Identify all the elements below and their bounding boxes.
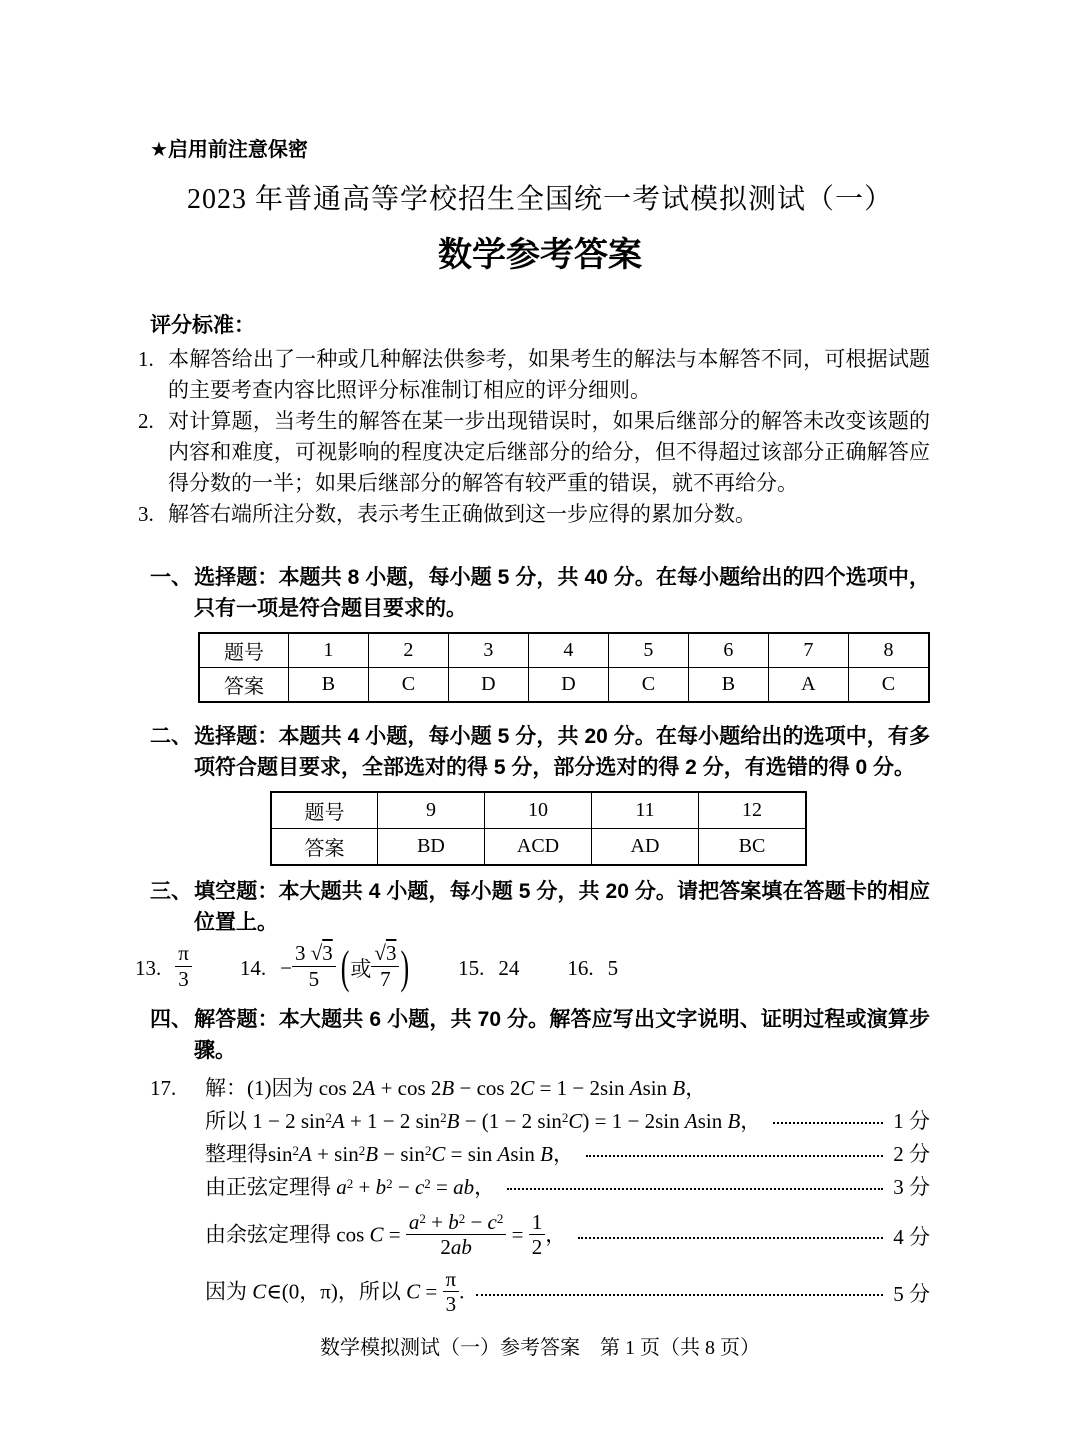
question-number: 16.: [567, 955, 594, 980]
open-paren: (: [340, 941, 350, 994]
score-label: 2 分: [893, 1142, 930, 1166]
solution-line-1: 17. 解：(1)因为 cos 2A + cos 2B − cos 2C = 1 − 2sin Asin B，: [205, 1072, 930, 1105]
minus-sign: −: [280, 955, 292, 980]
fraction: $\frac{a^2 + b^2 - c^2}{2ab}$: [406, 1210, 507, 1259]
table-row: [199, 633, 929, 668]
solution-line-2: 所以 1 − 2 $\sin^2A + 1 - 2$ $\sin^2B - (1 - 2$ $\sin^2C) = 1 - 2\sin$ Asin B， 1 分: [205, 1105, 930, 1138]
table-cell: 3: [448, 633, 528, 668]
confidential-notice-text: 启用前注意保密: [167, 139, 308, 161]
question-number: 14.: [239, 955, 267, 980]
question-17-solution: [150, 1072, 930, 1319]
table-cell: ACD: [485, 829, 592, 866]
solution-line-3: 整理得$\sin^2A + \sin^2B - \sin^2C = \sin Asin$ B， 2 分: [205, 1138, 930, 1171]
criteria-item-1: [138, 344, 930, 406]
table-cell: 12: [699, 792, 807, 829]
section-four-heading: [150, 1004, 930, 1066]
confidential-notice: [150, 138, 930, 162]
criteria-item-text: 本解答给出了一种或几种解法供参考，如果考生的解法与本解答不同，可根据试题的主要考查内容比照评分标准制订相应的评分细则。: [168, 347, 930, 402]
star-icon: ★: [150, 139, 168, 161]
score-label: 1 分: [893, 1109, 930, 1133]
table-cell: B: [288, 668, 368, 703]
solution-line-6: 因为 C∈(0，π)，所以 C = $\frac{\pi}{3}$ . 5 分: [205, 1267, 930, 1317]
criteria-item-text: 对计算题，当考生的解答在某一步出现错误时，如果后继部分的解答未改变该题的内容和难度，可视影响的程度决定后继部分的给分，但不得超过该部分正确解答应得分数的一半；如果后继部分的解答有较严重的错误，就不再给分。: [168, 409, 930, 495]
alternate-answer: [340, 943, 410, 992]
criteria-item-number: 3.: [138, 502, 154, 526]
fill-answer-16: [567, 956, 618, 981]
section-three-label: 三、: [150, 880, 192, 903]
question-number: 17.: [150, 1076, 177, 1100]
section-three-text: 填空题：本大题共 4 小题，每小题 5 分，共 20 分。请把答案填在答题卡的相应位置上。: [194, 880, 930, 934]
solution-line-5: 由余弦定理得 cos C = $\frac{a^2 + b^2 - c^2}{2ab}$ = $\frac{1}{2}$ ， 4 分: [205, 1210, 930, 1260]
fill-answer-13: [135, 943, 192, 992]
radical-sign: √: [374, 941, 386, 966]
section-two-label: 二、: [150, 725, 192, 748]
table-cell: D: [448, 668, 528, 703]
page-footer: 数学模拟测试（一）参考答案 第 1 页（共 8 页）: [320, 1336, 760, 1359]
page-title: 2023 年普通高等学校招生全国统一考试模拟测试（一）: [186, 184, 893, 215]
table-cell: C: [848, 668, 929, 703]
table-cell: 11: [592, 792, 699, 829]
table-cell: BD: [378, 829, 485, 866]
section-one-heading: [150, 562, 930, 624]
section-three-heading: [150, 876, 930, 938]
table-cell: BC: [699, 829, 807, 866]
section-four-label: 四、: [150, 1008, 192, 1031]
dot-leader: [578, 1237, 883, 1239]
section-two-heading: [150, 721, 930, 783]
table-cell: 5: [608, 633, 688, 668]
table-cell: 9: [378, 792, 485, 829]
single-choice-answer-table: [198, 632, 930, 703]
table-cell: AD: [592, 829, 699, 866]
criteria-item-3: [138, 499, 930, 530]
criteria-item-number: 2.: [138, 409, 154, 433]
table-cell: A: [768, 668, 848, 703]
solution-line-4: 由正弦定理得 $a^2 + b^2 - c^2$ = ab， 3 分: [205, 1171, 930, 1204]
table-cell: C: [608, 668, 688, 703]
page-subtitle: 数学参考答案: [438, 236, 642, 274]
dot-leader: [586, 1155, 883, 1157]
table-cell: 题号: [271, 792, 378, 829]
table-cell: 1: [288, 633, 368, 668]
or-text: 或: [350, 957, 372, 981]
table-cell: 题号: [199, 633, 288, 668]
fill-answer-15: [458, 956, 519, 981]
dot-leader: [773, 1122, 883, 1124]
table-row: [199, 668, 929, 703]
fraction: $\frac{1}{2}$: [529, 1210, 546, 1259]
criteria-item-2: [138, 406, 930, 499]
criteria-item-text: 解答右端所注分数，表示考生正确做到这一步应得的累加分数。: [168, 502, 756, 526]
section-one-text: 选择题：本题共 8 小题，每小题 5 分，共 40 分。在每小题给出的四个选项中，只有一项是符合题目要求的。: [194, 566, 930, 620]
score-label: 4 分: [893, 1224, 930, 1249]
fill-answer-14: [240, 943, 410, 992]
answer-value: 24: [498, 955, 520, 980]
section-two-text: 选择题：本题共 4 小题，每小题 5 分，共 20 分。在每小题给出的选项中，有多项符合题目要求，全部选对的得 5 分，部分选对的得 2 分，有选错的得 0 分。: [194, 725, 930, 779]
score-label: 3 分: [893, 1175, 930, 1199]
scoring-criteria-list: [138, 344, 930, 530]
fraction: $\frac{3 √3}{5}$: [292, 941, 336, 990]
multi-choice-answer-table: [270, 791, 807, 866]
table-cell: 6: [688, 633, 768, 668]
criteria-item-number: 1.: [138, 347, 154, 371]
table-cell: D: [528, 668, 608, 703]
question-number: 13.: [135, 955, 162, 980]
table-cell: 4: [528, 633, 608, 668]
answer-value: 5: [607, 955, 619, 980]
table-row: [271, 829, 806, 866]
table-cell: 2: [368, 633, 448, 668]
table-cell: B: [688, 668, 768, 703]
table-cell: 答案: [271, 829, 378, 866]
fraction: $\frac{\pi}{3}$: [443, 1267, 460, 1316]
table-cell: C: [368, 668, 448, 703]
fraction: $\frac{√3}{7}$: [371, 941, 399, 990]
score-label: 5 分: [893, 1281, 930, 1306]
dot-leader: [476, 1294, 883, 1296]
table-cell: 7: [768, 633, 848, 668]
scoring-criteria-heading: 评分标准：: [150, 314, 255, 337]
table-cell: 答案: [199, 668, 288, 703]
radical-sign: √: [310, 941, 323, 966]
section-one-label: 一、: [150, 566, 192, 589]
table-cell: 8: [848, 633, 929, 668]
close-paren: ): [400, 941, 410, 994]
fill-in-answers-row: [135, 942, 930, 994]
table-cell: 10: [485, 792, 592, 829]
section-four-text: 解答题：本大题共 6 小题，共 70 分。解答应写出文字说明、证明过程或演算步骤。: [194, 1008, 930, 1062]
table-row: [271, 792, 806, 829]
question-number: 15.: [458, 955, 485, 980]
fraction: $\frac{\pi}{3}$: [175, 941, 192, 990]
dot-leader: [507, 1188, 883, 1190]
